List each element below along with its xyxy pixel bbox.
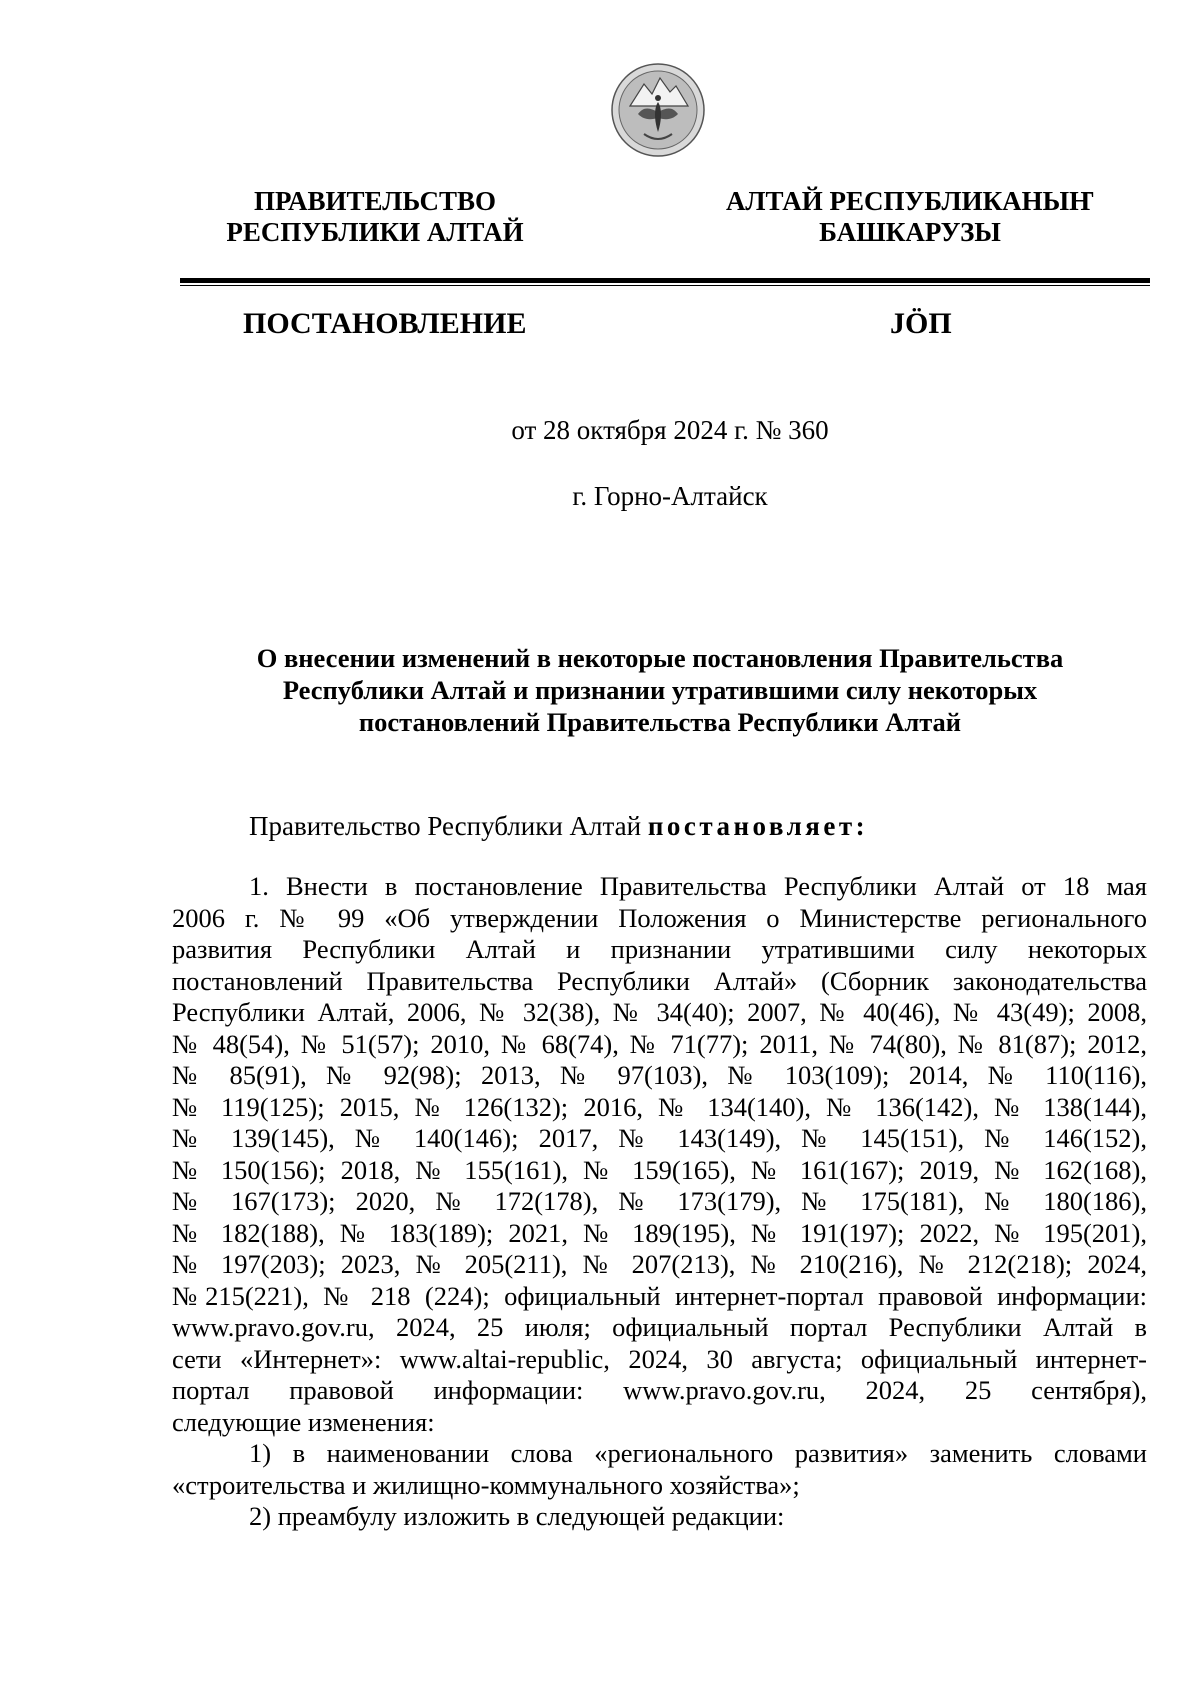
body-line: № 167(173); 2020, № 172(178), № 173(179), № 175(181), № 180(186), bbox=[172, 1186, 1147, 1216]
government-name-russian bbox=[210, 186, 540, 248]
body-line: №215(221), № 218 (224); официальный интернет-портал правовой информации: bbox=[172, 1280, 1147, 1311]
document-date-number: от 28 октября 2024 г. № 360 bbox=[511, 415, 829, 445]
body-line: www.pravo.gov.ru, 2024, 25 июля; официальный портал Республики Алтай в bbox=[172, 1312, 1147, 1342]
body-line: портал правовой информации: www.pravo.gov.ru, 2024, 25 сентября), bbox=[172, 1375, 1147, 1405]
body-line: 1. Внести в постановление Правительства Республики Алтай от 18 мая bbox=[249, 871, 1147, 901]
body-line: № 182(188), № 183(189); 2021, № 189(195), № 191(197); 2022, № 195(201), bbox=[172, 1217, 1147, 1248]
body-line: развития Республики Алтай и признании утратившими силу некоторых bbox=[172, 934, 1147, 964]
title-line: постановлений Правительства Республики Алтай bbox=[358, 707, 962, 737]
body-line: следующие изменения: bbox=[172, 1406, 435, 1437]
body-line: 2006 г. № 99 «Об утверждении Положения о Министерстве регионального bbox=[172, 902, 1147, 933]
title-line: Республики Алтай и признании утратившими силу некоторых bbox=[282, 675, 1038, 705]
body-line: № 48(54), № 51(57); 2010, № 68(74), № 71(77); 2011, № 74(80), № 81(87); 2012, bbox=[172, 1028, 1147, 1059]
header-divider-thick bbox=[180, 278, 1150, 283]
body-line: Республики Алтай, 2006, № 32(38), № 34(40); 2007, № 40(46), № 43(49); 2008, bbox=[172, 997, 1147, 1027]
government-name-russian-line2: РЕСПУБЛИКИ АЛТАЙ bbox=[226, 217, 524, 247]
body-line: № 150(156); 2018, № 155(161), № 159(165), № 161(167); 2019, № 162(168), bbox=[172, 1154, 1147, 1185]
preamble-text: Правительство Республики Алтай bbox=[249, 811, 648, 841]
body-line: «строительства и жилищно-коммунального хозяйства»; bbox=[172, 1469, 800, 1500]
body-line: № 139(145), № 140(146); 2017, № 143(149), № 145(151), № 146(152), bbox=[172, 1123, 1147, 1153]
preamble bbox=[249, 810, 868, 842]
government-name-altai bbox=[725, 186, 1095, 248]
body-line: постановлений Правительства Республики Алтай» (Сборник законодательства bbox=[172, 965, 1147, 996]
document-body bbox=[172, 871, 1147, 1533]
government-name-altai-line2: БАШКАРУЗЫ bbox=[819, 217, 1001, 247]
body-line: № 119(125); 2015, № 126(132); 2016, № 134(140), № 136(142), № 138(144), bbox=[172, 1091, 1147, 1122]
body-line: 2) преамбулу изложить в следующей редакции: bbox=[249, 1501, 785, 1531]
doc-type-altai: JÖП bbox=[890, 307, 952, 340]
body-line: № 197(203); 2023, № 205(211), № 207(213), № 210(216), № 212(218); 2024, bbox=[172, 1249, 1147, 1279]
government-name-altai-line1: АЛТАЙ РЕСПУБЛИКАНЫҤ bbox=[725, 186, 1095, 216]
body-line: 1) в наименовании слова «регионального развития» заменить словами bbox=[249, 1438, 1147, 1468]
body-line: сети «Интернет»: www.altai-republic, 2024, 30 августа; официальный интернет- bbox=[172, 1343, 1147, 1374]
doc-type-russian: ПОСТАНОВЛЕНИЕ bbox=[243, 307, 527, 340]
title-line: О внесении изменений в некоторые постановления Правительства bbox=[256, 643, 1064, 673]
coat-of-arms-emblem-icon bbox=[610, 62, 706, 158]
body-line: № 85(91), № 92(98); 2013, № 97(103), № 103(109); 2014, № 110(116), bbox=[172, 1060, 1147, 1090]
document-city: г. Горно-Алтайск bbox=[572, 481, 768, 511]
government-name-russian-line1: ПРАВИТЕЛЬСТВО bbox=[253, 186, 497, 216]
document-title bbox=[160, 642, 1160, 738]
header-divider-thin bbox=[180, 285, 1150, 286]
preamble-emphasis: постановляет: bbox=[647, 811, 869, 841]
